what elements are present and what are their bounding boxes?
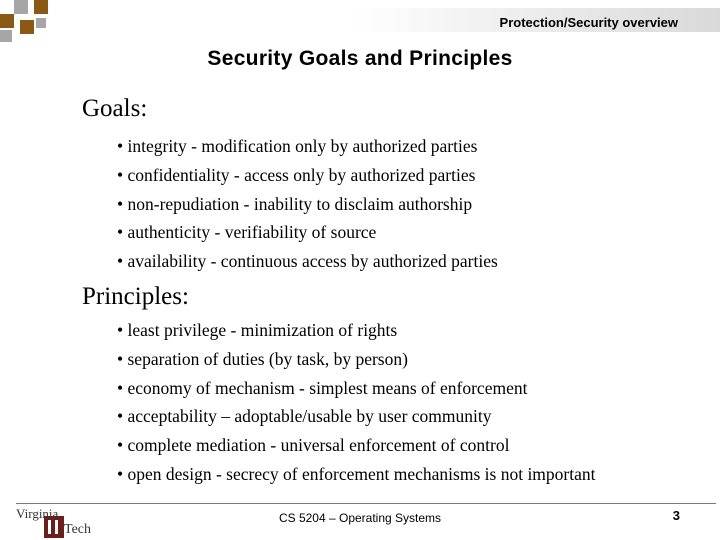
principle-item: • least privilege - minimization of rights [117,320,398,340]
page-number: 3 [672,508,680,523]
goal-item: • integrity - modification only by authorized parties [117,136,478,156]
goal-item: • availability - continuous access by authorized parties [117,251,498,272]
footer-course: CS 5204 – Operating Systems [278,511,442,525]
footer-divider [16,503,716,504]
corner-decoration [0,0,60,42]
principle-item: • separation of duties (by task, by person) [117,348,408,369]
goal-item: • confidentiality - access only by authorized parties [117,164,476,185]
goals-list [117,132,498,276]
svg-text:Tech: Tech [64,522,92,537]
principle-item: • complete mediation - universal enforcement of control [117,435,510,456]
svg-text:Virginia: Virginia [16,506,59,521]
principles-list [117,316,595,489]
slide-title: Security Goals and Principles [207,47,513,70]
principle-item: • economy of mechanism - simplest means of enforcement [117,377,528,398]
principle-item: • open design - secrecy of enforcement mechanisms is not important [117,463,596,484]
goal-item: • non-repudiation - inability to disclaim authorship [117,193,473,214]
goals-heading: Goals: [82,95,148,122]
goal-item: • authenticity - verifiability of source [117,222,377,243]
principle-item: • acceptability – adoptable/usable by user community [117,406,492,427]
principles-heading: Principles: [82,283,189,310]
header-topic: Protection/Security overview [499,15,678,30]
